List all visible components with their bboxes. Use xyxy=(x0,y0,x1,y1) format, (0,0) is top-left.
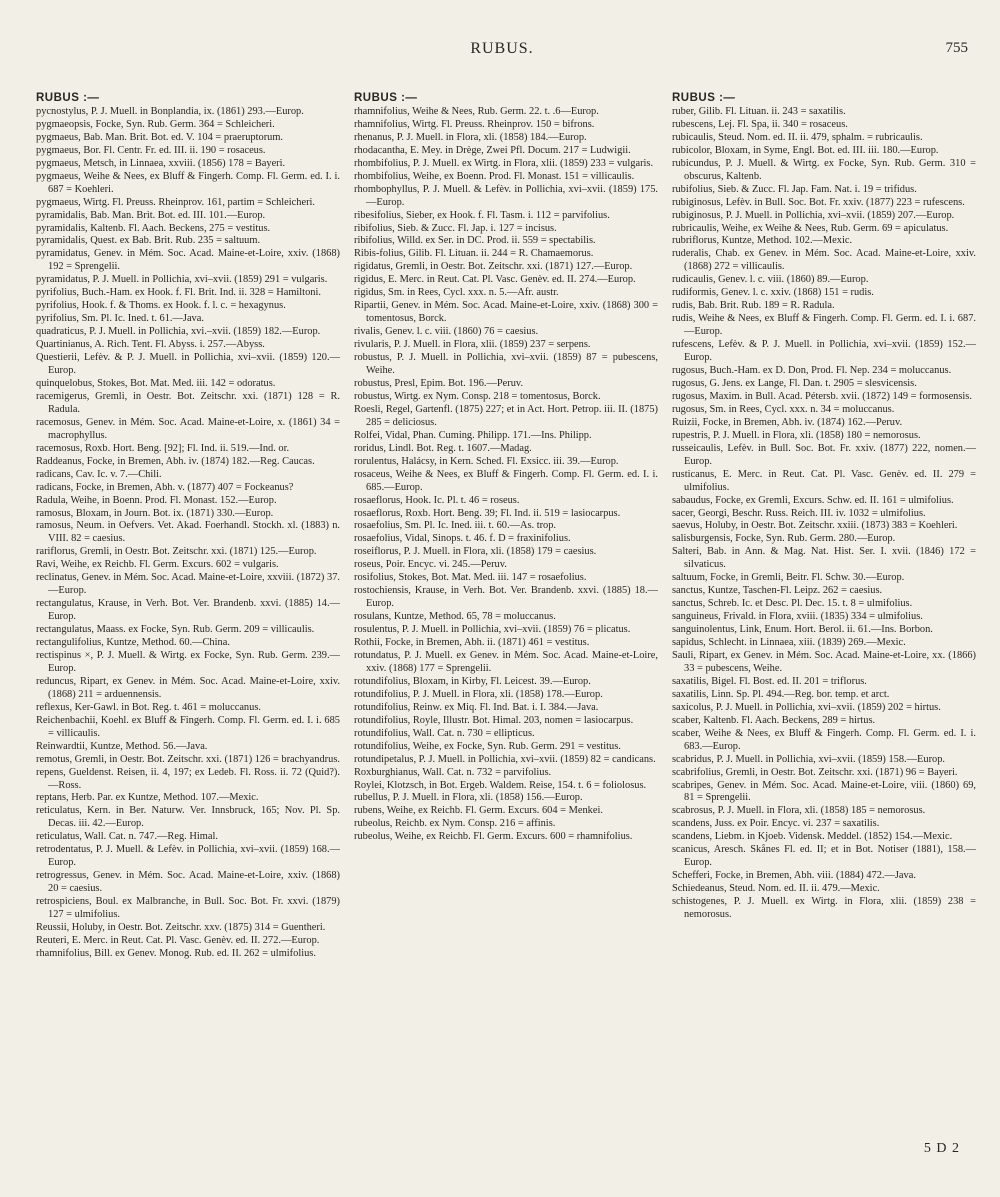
index-entry: rugosus, Sm. in Rees, Cycl. xxx. n. 34 = moluccanus. xyxy=(672,403,895,415)
index-entry: rosaceus, Weihe & Nees, ex Bluff & Fingerh. Comp. Fl. Germ. ed. I. i. 685.—Europ. xyxy=(354,468,658,493)
index-entry: ruderalis, Chab. ex Genev. in Mém. Soc. Acad. Maine-et-Loire, xxiv. (1868) 272 = villicaulis. xyxy=(672,248,976,273)
index-entry: scandens, Liebm. in Kjoeb. Vidensk. Meddel. (1852) 154.—Mexic. xyxy=(672,831,953,843)
page-number: 755 xyxy=(945,40,968,56)
index-entry: pyrifolius, Sm. Pl. Ic. Ined. t. 61.—Java. xyxy=(36,313,204,325)
index-entry: rotundipetalus, P. J. Muell. in Pollichia, xvi–xvii. (1859) 82 = candicans. xyxy=(354,753,656,765)
index-entry: pyrifolius, Buch.-Ham. ex Hook. f. Fl. Brit. Ind. ii. 328 = Hamiltoni. xyxy=(36,287,321,299)
index-entry: scabridus, P. J. Muell. in Pollichia, xvi–xvii. (1859) 158.—Europ. xyxy=(672,753,946,765)
index-entry: rudiformis, Genev. l. c. xxiv. (1868) 151 = rudis. xyxy=(672,287,874,299)
index-entry: racemosus, Roxb. Hort. Beng. [92]; Fl. Ind. ii. 519.—Ind. or. xyxy=(36,442,290,454)
index-entry: saltuum, Focke, in Gremli, Beitr. Fl. Schw. 30.—Europ. xyxy=(672,572,905,584)
index-entry: ramosus, Bloxam, in Journ. Bot. ix. (1871) 330.—Europ. xyxy=(36,507,274,519)
index-entry: rosaefolius, Vidal, Sinops. t. 46. f. D = fraxinifolius. xyxy=(354,533,571,545)
index-entry: rotundifolius, Royle, Illustr. Bot. Himal. 203, nomen = lasiocarpus. xyxy=(354,714,634,726)
index-entry: rosaefolius, Sm. Pl. Ic. Ined. iii. t. 60.—As. trop. xyxy=(354,520,557,532)
index-entry: Rolfei, Vidal, Phan. Cuming. Philipp. 171.—Ins. Philipp. xyxy=(354,429,592,441)
index-entry: rubiginosus, Lefèv. in Bull. Soc. Bot. Fr. xxiv. (1877) 223 = rufescens. xyxy=(672,196,965,208)
index-entry: robustus, Wirtg. ex Nym. Consp. 218 = tomentosus, Borck. xyxy=(354,390,601,402)
index-entry: Ribis-folius, Gilib. Fl. Lituan. ii. 244 = R. Chamaemorus. xyxy=(354,248,594,260)
index-entry: retrodentatus, P. J. Muell. & Lefèv. in Pollichia, xvi–xvii. (1859) 168.—Europ. xyxy=(36,844,340,869)
index-entry: rostochiensis, Krause, in Verh. Bot. Ver. Brandenb. xxvi. (1885) 18.—Europ. xyxy=(354,585,658,610)
index-entry: rosifolius, Stokes, Bot. Mat. Med. iii. 147 = rosaefolius. xyxy=(354,572,587,584)
index-entry: russeicaulis, Lefèv. in Bull. Soc. Bot. Fr. xxiv. (1877) 222, nomen.—Europ. xyxy=(672,442,976,467)
index-entry: saxatilis, Linn. Sp. Pl. 494.—Reg. bor. temp. et arct. xyxy=(672,688,890,700)
index-entry: pygmaeus, Metsch, in Linnaea, xxviii. (1856) 178 = Bayeri. xyxy=(36,157,286,169)
entry-columns xyxy=(36,92,976,1152)
index-entry: repens, Gueldenst. Reisen, ii. 4, 197; ex Ledeb. Fl. Ross. ii. 72 (Quid?).—Ross. xyxy=(36,766,340,791)
index-entry: roridus, Lindl. Bot. Reg. t. 1607.—Madag. xyxy=(354,442,532,454)
index-entry: radicans, Cav. Ic. v. 7.—Chili. xyxy=(36,468,162,480)
index-entry: sanctus, Kuntze, Taschen-Fl. Leipz. 262 = caesius. xyxy=(672,585,883,597)
index-entry: rotundifolius, P. J. Muell. in Flora, xli. (1858) 178.—Europ. xyxy=(354,688,603,700)
index-entry: Ruizii, Focke, in Bremen, Abh. iv. (1874) 162.—Peruv. xyxy=(672,416,903,428)
index-entry: robustus, P. J. Muell. in Pollichia, xvi–xvii. (1859) 87 = pubescens, Weihe. xyxy=(354,352,658,377)
index-entry: Schefferi, Focke, in Bremen, Abh. viii. (1884) 472.—Java. xyxy=(672,870,916,882)
index-entry: rusticanus, E. Merc. in Reut. Cat. Pl. Vasc. Genèv. ed. II. 279 = ulmifolius. xyxy=(672,468,976,493)
index-entry: Reichenbachii, Koehl. ex Bluff & Fingerh. Comp. Fl. Germ. ed. I. i. 685 = villicaulis. xyxy=(36,714,340,739)
index-entry: saxatilis, Bigel. Fl. Bost. ed. II. 201 = triflorus. xyxy=(672,675,867,687)
index-entry: salisburgensis, Focke, Syn. Rub. Germ. 280.—Europ. xyxy=(672,533,896,545)
index-entry: Raddeanus, Focke, in Bremen, Abh. iv. (1874) 182.—Reg. Caucas. xyxy=(36,455,315,467)
index-entry: pyrifolius, Hook. f. & Thoms. ex Hook. f. l. c. = hexagynus. xyxy=(36,300,286,312)
index-entry: Radula, Weihe, in Boenn. Prod. Fl. Monast. 152.—Europ. xyxy=(36,494,277,506)
index-entry: pygmaeopsis, Focke, Syn. Rub. Germ. 364 = Schleicheri. xyxy=(36,118,275,130)
index-entry: reflexus, Ker-Gawl. in Bot. Reg. t. 461 = moluccanus. xyxy=(36,701,261,713)
index-entry: pygmaeus, Bab. Man. Brit. Bot. ed. V. 104 = praeruptorum. xyxy=(36,131,284,143)
index-entry: rectangulatus, Krause, in Verh. Bot. Ver. Brandenb. xxvi. (1885) 14.—Europ. xyxy=(36,598,340,623)
index-entry: reptans, Herb. Par. ex Kuntze, Method. 107.—Mexic. xyxy=(36,792,259,804)
index-entry: rubicolor, Bloxam, in Syme, Engl. Bot. ed. III. iii. 180.—Europ. xyxy=(672,144,939,156)
index-entry: rhombifolius, P. J. Muell. ex Wirtg. in Flora, xlii. (1859) 233 = vulgaris. xyxy=(354,157,654,169)
index-entry: retrospiciens, Boul. ex Malbranche, in Bull. Soc. Bot. Fr. xxvi. (1879) 127 = ulmifolius. xyxy=(36,896,340,921)
index-entry: robustus, Presl, Epim. Bot. 196.—Peruv. xyxy=(354,377,524,389)
index-entry: Roylei, Klotzsch, in Bot. Ergeb. Waldem. Reise, 154. t. 6 = foliolosus. xyxy=(354,779,647,791)
index-entry: scandens, Juss. ex Poir. Encyc. vi. 237 = saxatilis. xyxy=(672,818,880,830)
index-entry: Reuteri, E. Merc. in Reut. Cat. Pl. Vasc. Genèv. ed. II. 272.—Europ. xyxy=(36,934,320,946)
index-entry: Ravi, Weihe, ex Reichb. Fl. Germ. Excurs. 602 = vulgaris. xyxy=(36,559,279,571)
column-heading: RUBUS :— xyxy=(36,92,100,104)
index-entry: scabrosus, P. J. Muell. in Flora, xli. (1858) 185 = nemorosus. xyxy=(672,805,926,817)
index-entry: rubens, Weihe, ex Reichb. Fl. Germ. Excurs. 604 = Menkei. xyxy=(354,805,603,817)
index-entry: scanicus, Aresch. Skånes Fl. ed. II; et in Bot. Notiser (1881), 158.—Europ. xyxy=(672,844,976,869)
index-entry: sabaudus, Focke, ex Gremli, Excurs. Schw. ed. II. 161 = ulmifolius. xyxy=(672,494,954,506)
index-entry: rubicundus, P. J. Muell. & Wirtg. ex Focke, Syn. Rub. Germ. 310 = obscurus, Kaltenb. xyxy=(672,157,976,182)
index-entry: schistogenes, P. J. Muell. ex Wirtg. in Flora, xlii. (1859) 238 = nemorosus. xyxy=(672,896,976,921)
index-entry: Roxburghianus, Wall. Cat. n. 732 = parvifolius. xyxy=(354,766,552,778)
index-entry: ribifolius, Sieb. & Zucc. Fl. Jap. i. 127 = incisus. xyxy=(354,222,557,234)
index-entry: roseus, Poir. Encyc. vi. 245.—Peruv. xyxy=(354,559,507,571)
index-entry: rhamnifolius, Weihe & Nees, Rub. Germ. 22. t. .6—Europ. xyxy=(354,105,599,117)
index-entry: rugosus, G. Jens. ex Lange, Fl. Dan. t. 2905 = slesvicensis. xyxy=(672,377,917,389)
index-entry: rivalis, Genev. l. c. viii. (1860) 76 = caesius. xyxy=(354,326,539,338)
index-entry: Ripartii, Genev. in Mém. Soc. Acad. Maine-et-Loire, xxiv. (1868) 300 = tomentosus, Borck. xyxy=(354,300,658,325)
index-entry: quinquelobus, Stokes, Bot. Mat. Med. iii. 142 = odoratus. xyxy=(36,377,276,389)
index-entry: rubescens, Lej. Fl. Spa, ii. 340 = rosaceus. xyxy=(672,118,848,130)
index-entry: rhombifolius, Weihe, ex Boenn. Prod. Fl. Monast. 151 = villicaulis. xyxy=(354,170,635,182)
index-entry: rosulentus, P. J. Muell. in Pollichia, xvi–xvii. (1859) 76 = plicatus. xyxy=(354,624,631,636)
index-entry: pygmaeus, Weihe & Nees, ex Bluff & Fingerh. Comp. Fl. Germ. ed. I. i. 687 = Koehleri. xyxy=(36,170,340,195)
index-entry: rugosus, Maxim. in Bull. Acad. Pétersb. xvii. (1872) 149 = formosensis. xyxy=(672,390,972,402)
index-entry: rigidus, Sm. in Rees, Cycl. xxx. n. 5.—Afr. austr. xyxy=(354,287,559,299)
index-entry: ramosus, Neum. in Oefvers. Vet. Akad. Foerhandl. Stockh. xl. (1883) n. VIII. 82 = caesius. xyxy=(36,520,340,545)
index-entry: rubeolus, Weihe, ex Reichb. Fl. Germ. Excurs. 600 = rhamnifolius. xyxy=(354,831,633,843)
index-entry: saxicolus, P. J. Muell. in Pollichia, xvi–xvii. (1859) 202 = hirtus. xyxy=(672,701,941,713)
page-header xyxy=(36,40,968,74)
index-entry: pyramidatus, Genev. in Mém. Soc. Acad. Maine-et-Loire, xxiv. (1868) 192 = Sprengelii. xyxy=(36,248,340,273)
index-entry: rectangulifolius, Kuntze, Method. 60.—China. xyxy=(36,637,230,649)
index-entry: roseiflorus, P. J. Muell. in Flora, xli. (1858) 179 = caesius. xyxy=(354,546,597,558)
index-entry: scaber, Kaltenb. Fl. Aach. Beckens, 289 = hirtus. xyxy=(672,714,876,726)
column-heading: RUBUS :— xyxy=(672,92,736,104)
index-entry: rosulans, Kuntze, Method. 65, 78 = moluccanus. xyxy=(354,611,556,623)
index-entry: rhenanus, P. J. Muell. in Flora, xli. (1858) 184.—Europ. xyxy=(354,131,587,143)
index-entry: ribifolius, Willd. ex Ser. in DC. Prod. ii. 559 = spectabilis. xyxy=(354,235,596,247)
index-entry: rorulentus, Halácsy, in Kern. Sched. Fl. Exsicc. iii. 39.—Europ. xyxy=(354,455,619,467)
index-entry: scaber, Weihe & Nees, ex Bluff & Fingerh. Comp. Fl. Germ. ed. I. i. 683.—Europ. xyxy=(672,727,976,752)
index-entry: rotundatus, P. J. Muell. ex Genev. in Mém. Soc. Acad. Maine-et-Loire, xxiv. (1868) 177 = Sprengelii. xyxy=(354,649,658,674)
index-entry: scabripes, Genev. in Mém. Soc. Acad. Maine-et-Loire, viii. (1860) 69, 81 = Sprengelii. xyxy=(672,779,976,804)
index-entry: rupestris, P. J. Muell. in Flora, xli. (1858) 180 = nemorosus. xyxy=(672,429,921,441)
index-entry: rubellus, P. J. Muell. in Flora, xli. (1858) 156.—Europ. xyxy=(354,792,583,804)
index-entry: sanguinolentus, Link, Enum. Hort. Berol. ii. 61.—Ins. Borbon. xyxy=(672,624,933,636)
index-entry: sacer, Georgi, Beschr. Russ. Reich. III. iv. 1032 = ulmifolius. xyxy=(672,507,926,519)
index-entry: retrogressus, Genev. in Mém. Soc. Acad. Maine-et-Loire, xxiv. (1868) 20 = caesius. xyxy=(36,870,340,895)
signature-mark: 5 D 2 xyxy=(923,1141,960,1156)
index-entry: rivularis, P. J. Muell. in Flora, xlii. (1859) 237 = serpens. xyxy=(354,339,591,351)
index-entry: reticulatus, Wall. Cat. n. 747.—Reg. Himal. xyxy=(36,831,218,843)
column-heading: RUBUS :— xyxy=(354,92,418,104)
index-entry: Questierii, Lefèv. & P. J. Muell. in Pollichia, xvi–xvii. (1859) 120.—Europ. xyxy=(36,352,340,377)
index-entry: reduncus, Ripart, ex Genev. in Mém. Soc. Acad. Maine-et-Loire, xxiv. (1868) 211 = arduennensis. xyxy=(36,675,340,700)
index-entry: rudis, Weihe & Nees, ex Bluff & Fingerh. Comp. Fl. Germ. ed. I. i. 687.—Europ. xyxy=(672,313,976,338)
index-entry: Reinwardtii, Kuntze, Method. 56.—Java. xyxy=(36,740,208,752)
index-entry: rhamnifolius, Wirtg. Fl. Preuss. Rheinprov. 150 = bifrons. xyxy=(354,118,595,130)
index-entry: ruber, Gilib. Fl. Lituan. ii. 243 = saxatilis. xyxy=(672,105,846,117)
index-entry: rotundifolius, Weihe, ex Focke, Syn. Rub. Germ. 291 = vestitus. xyxy=(354,740,621,752)
index-entry: rotundifolius, Wall. Cat. n. 730 = ellipticus. xyxy=(354,727,535,739)
index-entry: rhamnifolius, Bill. ex Genev. Monog. Rub. ed. II. 262 = ulmifolius. xyxy=(36,947,316,959)
index-entry: rudicaulis, Genev. l. c. viii. (1860) 89.—Europ. xyxy=(672,274,869,286)
index-entry: rectangulatus, Maass. ex Focke, Syn. Rub. Germ. 209 = villicaulis. xyxy=(36,624,315,636)
index-entry: Rothii, Focke, in Bremen, Abh. ii. (1871) 461 = vestitus. xyxy=(354,637,590,649)
column-2 xyxy=(354,92,658,1152)
index-entry: racemigerus, Gremli, in Oestr. Bot. Zeitschr. xxi. (1871) 128 = R. Radula. xyxy=(36,390,340,415)
index-entry: sapidus, Schlecht. in Linnaea, xiii. (1839) 269.—Mexic. xyxy=(672,637,906,649)
index-entry: rectispinus ×, P. J. Muell. & Wirtg. ex Focke, Syn. Rub. Germ. 239.—Europ. xyxy=(36,649,340,674)
index-entry: rigidatus, Gremli, in Oestr. Bot. Zeitschr. xxi. (1871) 127.—Europ. xyxy=(354,261,633,273)
index-entry: rubicaulis, Steud. Nom. ed. II. ii. 479, sphalm. = rubricaulis. xyxy=(672,131,923,143)
column-3 xyxy=(672,92,976,1152)
index-entry: rigidus, E. Merc. in Reut. Cat. Pl. Vasc. Genèv. ed. II. 274.—Europ. xyxy=(354,274,636,286)
index-entry: rufescens, Lefèv. & P. J. Muell. in Pollichia, xvi–xvii. (1859) 152.—Europ. xyxy=(672,339,976,364)
index-entry: rubriflorus, Kuntze, Method. 102.—Mexic. xyxy=(672,235,853,247)
index-entry: Salteri, Bab. in Ann. & Mag. Nat. Hist. Ser. I. xvii. (1846) 172 = silvaticus. xyxy=(672,546,976,571)
index-entry: radicans, Focke, in Bremen, Abh. v. (1877) 407 = Fockeanus? xyxy=(36,481,294,493)
index-entry: pygmaeus, Bor. Fl. Centr. Fr. ed. III. ii. 190 = rosaceus. xyxy=(36,144,266,156)
index-entry: remotus, Gremli, in Oestr. Bot. Zeitschr. xxi. (1871) 126 = brachyandrus. xyxy=(36,753,340,765)
index-entry: rubricaulis, Weihe, ex Weihe & Nees, Rub. Germ. 69 = apiculatus. xyxy=(672,222,949,234)
index-entry: Schiedeanus, Steud. Nom. ed. II. ii. 479.—Mexic. xyxy=(672,883,880,895)
index-entry: quadraticus, P. J. Muell. in Pollichia, xvi.–xvii. (1859) 182.—Europ. xyxy=(36,326,321,338)
index-entry: rotundifolius, Bloxam, in Kirby, Fl. Leicest. 39.—Europ. xyxy=(354,675,591,687)
index-entry: Reussii, Holuby, in Oestr. Bot. Zeitschr. xxv. (1875) 314 = Guentheri. xyxy=(36,922,326,933)
column-1 xyxy=(36,92,340,1152)
index-entry: rosaeflorus, Hook. Ic. Pl. t. 46 = roseus. xyxy=(354,494,520,506)
index-entry: ribesifolius, Sieber, ex Hook. f. Fl. Tasm. i. 112 = parvifolius. xyxy=(354,209,610,221)
index-entry: rariflorus, Gremli, in Oestr. Bot. Zeitschr. xxi. (1871) 125.—Europ. xyxy=(36,546,317,558)
index-entry: rubiginosus, P. J. Muell. in Pollichia, xvi–xvii. (1859) 207.—Europ. xyxy=(672,209,955,221)
index-entry: rosaeflorus, Roxb. Hort. Beng. 39; Fl. Ind. ii. 519 = lasiocarpus. xyxy=(354,507,621,519)
index-entry: scabrifolius, Gremli, in Oestr. Bot. Zeitschr. xxi. (1871) 96 = Bayeri. xyxy=(672,766,958,778)
index-entry: sanctus, Schreb. Ic. et Desc. Pl. Dec. 15. t. 8 = ulmifolius. xyxy=(672,598,913,610)
index-entry: reticulatus, Kern. in Ber. Naturw. Ver. Innsbruck, 165; Nov. Pl. Sp. Decas. iii. 42.—Europ. xyxy=(36,805,340,830)
index-entry: Quartinianus, A. Rich. Tent. Fl. Abyss. i. 257.—Abyss. xyxy=(36,339,265,351)
index-entry: racemosus, Genev. in Mém. Soc. Acad. Maine-et-Loire, x. (1861) 34 = macrophyllus. xyxy=(36,416,340,441)
index-entry: rhombophyllus, P. J. Muell. & Lefèv. in Pollichia, xvi–xvii. (1859) 175.—Europ. xyxy=(354,183,658,208)
index-entry: Roesli, Regel, Gartenfl. (1875) 227; et in Act. Hort. Petrop. iii. II. (1875) 285 = deliciosus. xyxy=(354,403,658,428)
index-entry: rubifolius, Sieb. & Zucc. Fl. Jap. Fam. Nat. i. 19 = trifidus. xyxy=(672,183,917,195)
index-entry: pyramidalis, Quest. ex Bab. Brit. Rub. 235 = saltuum. xyxy=(36,235,261,247)
index-entry: pyramidatus, P. J. Muell. in Pollichia, xvi–xvii. (1859) 291 = vulgaris. xyxy=(36,274,328,286)
index-entry: Sauli, Ripart, ex Genev. in Mém. Soc. Acad. Maine-et-Loire, xx. (1866) 33 = pubescens, Weihe. xyxy=(672,649,976,674)
index-entry: pycnostylus, P. J. Muell. in Bonplandia, ix. (1861) 293.—Europ. xyxy=(36,105,304,117)
index-entry: sanguineus, Frivald. in Flora, xviii. (1835) 334 = ulmifolius. xyxy=(672,611,923,623)
index-entry: rhodacantha, E. Mey. in Drège, Zwei Pfl. Docum. 217 = Ludwigii. xyxy=(354,144,631,156)
index-entry: rotundifolius, Reinw. ex Miq. Fl. Ind. Bat. i. I. 384.—Java. xyxy=(354,701,599,713)
index-entry: reclinatus, Genev. in Mém. Soc. Acad. Maine-et-Loire, xxviii. (1872) 37.—Europ. xyxy=(36,572,340,597)
index-entry: pyramidalis, Kaltenb. Fl. Aach. Beckens, 275 = vestitus. xyxy=(36,222,271,234)
index-entry: rudis, Bab. Brit. Rub. 189 = R. Radula. xyxy=(672,300,835,312)
index-entry: pygmaeus, Wirtg. Fl. Preuss. Rheinprov. 161, partim = Schleicheri. xyxy=(36,196,316,208)
index-entry: rubeolus, Reichb. ex Nym. Consp. 216 = affinis. xyxy=(354,818,556,830)
index-entry: pyramidalis, Bab. Man. Brit. Bot. ed. III. 101.—Europ. xyxy=(36,209,266,221)
index-entry: rugosus, Buch.-Ham. ex D. Don, Prod. Fl. Nep. 234 = moluccanus. xyxy=(672,365,952,377)
index-entry: saevus, Holuby, in Oestr. Bot. Zeitschr. xxiii. (1873) 383 = Koehleri. xyxy=(672,520,958,532)
running-head: RUBUS. xyxy=(470,40,534,57)
